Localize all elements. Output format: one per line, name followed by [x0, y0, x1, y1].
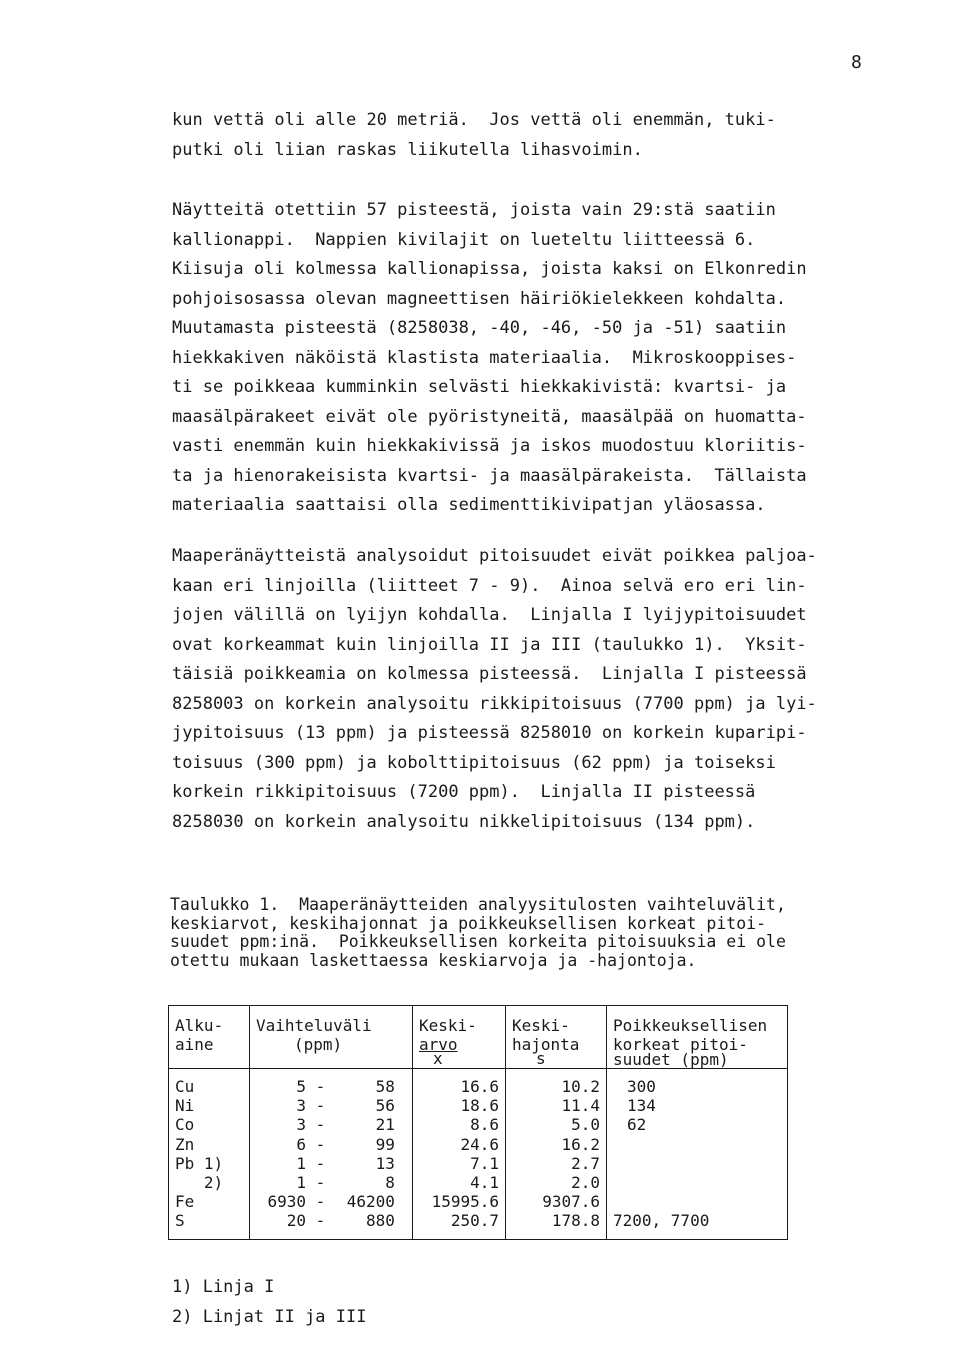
- cell-element: S: [175, 1211, 185, 1231]
- cell-outliers: 62: [627, 1115, 647, 1135]
- text-line: vasti enemmän kuin hiekkakivissä ja iskos muodostuu kloriitis-: [172, 436, 807, 456]
- caption-line: keskiarvot, keskihajonnat ja poikkeuksellisen korkeat pitoi-: [170, 913, 767, 933]
- outliers-column: [607, 1069, 788, 1240]
- header-sd: Keski- hajonta s: [506, 1006, 607, 1069]
- text-line: putki oli liian raskas liikutella lihasvoimin.: [172, 139, 643, 160]
- cell-outliers: [613, 1192, 781, 1211]
- mean-column: [413, 1069, 506, 1240]
- cell-element: Cu: [175, 1077, 195, 1096]
- text-line: 8258003 on korkein analysoitu rikkipitoisuus (7700 ppm) ja lyi-: [172, 693, 817, 714]
- cell-range: 6 - 99: [296, 1134, 395, 1154]
- cell-sd: 11.4: [561, 1096, 600, 1116]
- cell-range: 3 - 21: [296, 1115, 395, 1135]
- text-line: kaan eri linjoilla (liitteet 7 - 9). Ainoa selvä ero eri lin-: [172, 575, 807, 596]
- range-column: [250, 1069, 413, 1240]
- text-line: korkein rikkipitoisuus (7200 ppm). Linjalla II pisteessä: [172, 782, 756, 802]
- cell-range: 1 - 8: [296, 1173, 395, 1193]
- cell-element: Ni: [175, 1096, 195, 1116]
- cell-mean: 18.6: [460, 1096, 499, 1116]
- table-caption: [170, 896, 910, 970]
- cell-sd: 16.2: [561, 1134, 600, 1154]
- text-line: materiaalia saattaisi olla sedimenttikivipatjan yläosassa.: [172, 495, 766, 515]
- cell-outliers: 134: [627, 1096, 656, 1116]
- cell-element: Co: [175, 1115, 195, 1135]
- footnotes: [172, 1272, 366, 1332]
- cell-mean: 7.1: [470, 1153, 499, 1173]
- results-table: [168, 1005, 788, 1240]
- caption-line: Taulukko 1. Maaperänäytteiden analyysitulosten vaihteluvälit,: [170, 895, 786, 914]
- text-line: Muutamasta pisteestä (8258038, -40, -46, -50 ja -51) saatiin: [172, 318, 787, 338]
- caption-line: suudet ppm:inä. Poikkeuksellisen korkeita pitoisuuksia ei ole: [170, 932, 786, 951]
- cell-element: Zn: [175, 1134, 195, 1154]
- table-header-row: [169, 1006, 788, 1069]
- cell-mean: 24.6: [460, 1134, 499, 1154]
- footnote-2: 2) Linjat II ja III: [172, 1307, 367, 1327]
- text-line: kun vettä oli alle 20 metriä. Jos vettä oli enemmän, tuki-: [172, 110, 776, 130]
- cell-range: 3 - 56: [296, 1096, 395, 1116]
- paragraph-2: [172, 196, 912, 521]
- text-line: pohjoisosassa olevan magneettisen häiriökielekkeen kohdalta.: [172, 288, 787, 309]
- cell-mean: 250.7: [450, 1211, 499, 1231]
- text-line: Näytteitä otettiin 57 pisteestä, joista vain 29:stä saatiin: [172, 200, 776, 220]
- cell-sd: 10.2: [561, 1077, 600, 1096]
- text-line: ovat korkeammat kuin linjoilla II ja III (taulukko 1). Yksit-: [172, 634, 807, 655]
- cell-mean: 16.6: [460, 1077, 499, 1096]
- paragraph-1: [172, 106, 912, 165]
- cell-mean: 8.6: [470, 1115, 499, 1135]
- cell-sd: 178.8: [551, 1211, 600, 1231]
- cell-outliers: 7200, 7700: [613, 1211, 710, 1231]
- text-line: Kiisuja oli kolmessa kallionapissa, joista kaksi on Elkonredin: [172, 259, 807, 279]
- text-line: ti se poikkeaa kumminkin selvästi hiekkakivistä: kvartsi- ja: [172, 377, 787, 397]
- cell-sd: 5.0: [571, 1115, 600, 1135]
- footnote-1: 1) Linja I: [172, 1277, 275, 1297]
- cell-range: 5 - 58: [296, 1077, 395, 1096]
- text-line: maasälpärakeet eivät ole pyöristyneitä, maasälpää on huomatta-: [172, 406, 807, 427]
- text-line: kallionappi. Nappien kivilajit on lueteltu liitteessä 6.: [172, 229, 756, 250]
- text-line: täisiä poikkeamia on kolmessa pisteessä. Linjalla I pisteessä: [172, 664, 807, 684]
- cell-outliers: 300: [627, 1077, 656, 1096]
- header-range: Vaihteluväli (ppm): [250, 1006, 413, 1069]
- cell-sd: 2.0: [571, 1173, 600, 1193]
- cell-sd: 2.7: [571, 1153, 600, 1173]
- text-line: toisuus (300 ppm) ja kobolttipitoisuus (62 ppm) ja toiseksi: [172, 752, 776, 773]
- text-line: jypitoisuus (13 ppm) ja pisteessä 8258010 on korkein kuparipi-: [172, 723, 807, 743]
- cell-element: 2): [175, 1173, 224, 1193]
- cell-sd: 9307.6: [542, 1192, 600, 1212]
- text-line: hiekkakiven näköistä klastista materiaalia. Mikroskooppises-: [172, 347, 797, 368]
- cell-range: 6930 - 46200: [267, 1192, 395, 1212]
- cell-range: 20 - 880: [286, 1211, 395, 1231]
- text-line: 8258030 on korkein analysoitu nikkelipitoisuus (134 ppm).: [172, 811, 756, 832]
- cell-mean: 4.1: [470, 1173, 499, 1193]
- element-column: [169, 1069, 250, 1240]
- text-line: jojen välillä on lyijyn kohdalla. Linjalla I lyijypitoisuudet: [172, 605, 807, 625]
- cell-outliers: [613, 1135, 781, 1154]
- paragraph-3: [172, 542, 912, 837]
- cell-element: Fe: [175, 1192, 195, 1212]
- cell-outliers: [613, 1173, 781, 1192]
- text-line: ta ja hienorakeisista kvartsi- ja maasälpärakeista. Tällaista: [172, 465, 807, 486]
- cell-mean: 15995.6: [431, 1192, 499, 1212]
- cell-outliers: [613, 1154, 781, 1173]
- cell-range: 1 - 13: [296, 1153, 395, 1173]
- cell-element: Pb 1): [175, 1153, 224, 1173]
- sd-column: [506, 1069, 607, 1240]
- header-element: Alku- aine: [169, 1006, 250, 1069]
- table-body-row: [169, 1069, 788, 1240]
- header-outliers: Poikkeuksellisen korkeat pitoi- suudet (ppm): [607, 1006, 788, 1069]
- header-mean: Keski- arvo x: [413, 1006, 506, 1069]
- caption-line: otettu mukaan laskettaessa keskiarvoja ja -hajontoja.: [170, 950, 697, 970]
- page-number: 8: [851, 52, 862, 73]
- text-line: Maaperänäytteistä analysoidut pitoisuudet eivät poikkea paljoa-: [172, 546, 817, 566]
